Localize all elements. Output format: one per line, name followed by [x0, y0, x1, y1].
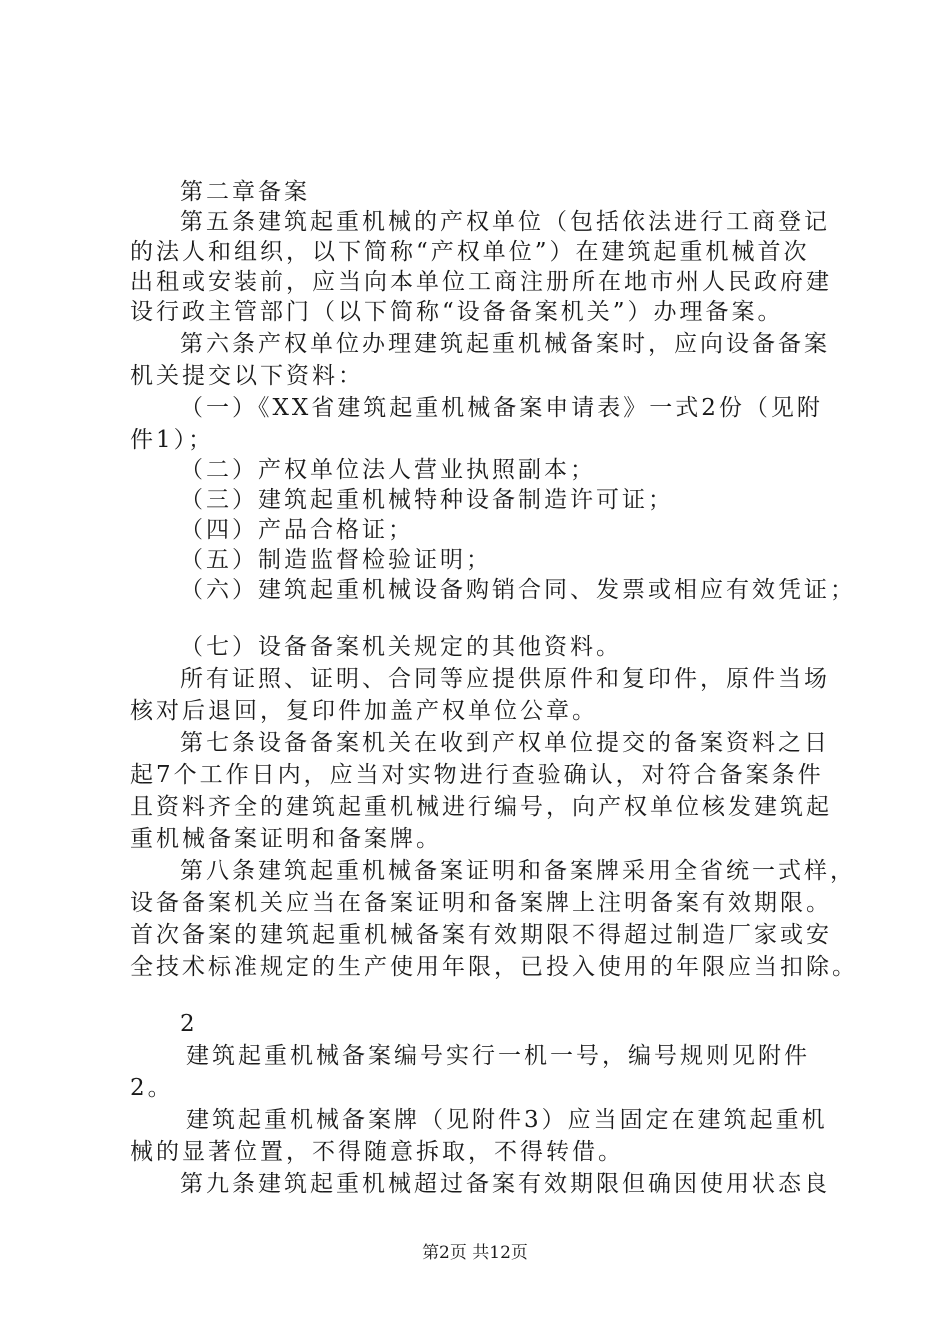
page-footer: 第2页 共12页 [422, 1243, 528, 1263]
article-7-line-3: 且资料齐全的建筑起重机械进行编号，向产权单位核发建筑起 [130, 794, 832, 820]
numbering-rule-line-1: 建筑起重机械备案编号实行一机一号，编号规则见附件 [186, 1043, 810, 1069]
plate-rule-line-2: 械的显著位置，不得随意拆取，不得转借。 [130, 1139, 624, 1165]
article-7-line-4: 重机械备案证明和备案牌。 [130, 826, 442, 852]
numbering-rule-line-2: 2。 [130, 1075, 174, 1101]
documents-note-line-2: 核对后退回，复印件加盖产权单位公章。 [130, 698, 598, 724]
article-8-line-3: 首次备案的建筑起重机械备案有效期限不得超过制造厂家或安 [130, 922, 832, 948]
article-9-line-1: 第九条建筑起重机械超过备案有效期限但确因使用状态良 [180, 1171, 830, 1197]
article-5-line-4: 设行政主管部门（以下简称“设备备案机关”）办理备案。 [130, 299, 784, 325]
plate-rule-line-1: 建筑起重机械备案牌（见附件3）应当固定在建筑起重机 [186, 1107, 828, 1133]
article-6-line-2: 机关提交以下资料： [130, 363, 364, 389]
documents-note-line-1: 所有证照、证明、合同等应提供原件和复印件，原件当场 [180, 666, 830, 692]
inline-page-number: 2 [180, 1011, 198, 1037]
item-4: （四）产品合格证； [180, 517, 414, 543]
item-1-line-1: （一）《XX省建筑起重机械备案申请表》一式2份（见附 [180, 395, 823, 421]
item-2: （二）产权单位法人营业执照副本； [180, 457, 596, 483]
item-6: （六）建筑起重机械设备购销合同、发票或相应有效凭证； [180, 577, 856, 603]
item-7: （七）设备备案机关规定的其他资料。 [180, 634, 622, 660]
article-7-line-1: 第七条设备备案机关在收到产权单位提交的备案资料之日 [180, 730, 830, 756]
article-5-line-1: 第五条建筑起重机械的产权单位（包括依法进行工商登记 [180, 209, 830, 235]
article-7-line-2: 起7个工作日内，应当对实物进行查验确认，对符合备案条件 [130, 762, 824, 788]
article-8-line-2: 设备备案机关应当在备案证明和备案牌上注明备案有效期限。 [130, 890, 832, 916]
article-8-line-1: 第八条建筑起重机械备案证明和备案牌采用全省统一式样， [180, 858, 856, 884]
item-3: （三）建筑起重机械特种设备制造许可证； [180, 487, 674, 513]
item-5: （五）制造监督检验证明； [180, 547, 492, 573]
article-5-line-3: 出租或安装前，应当向本单位工商注册所在地市州人民政府建 [130, 269, 832, 295]
article-6-line-1: 第六条产权单位办理建筑起重机械备案时，应向设备备案 [180, 331, 830, 357]
article-5-line-2: 的法人和组织，以下简称“产权单位”）在建筑起重机械首次 [130, 239, 810, 265]
item-1-line-2: 件1）； [130, 427, 215, 453]
article-8-line-4: 全技术标准规定的生产使用年限，已投入使用的年限应当扣除。 [130, 954, 858, 980]
chapter-heading: 第二章备案 [180, 179, 310, 205]
